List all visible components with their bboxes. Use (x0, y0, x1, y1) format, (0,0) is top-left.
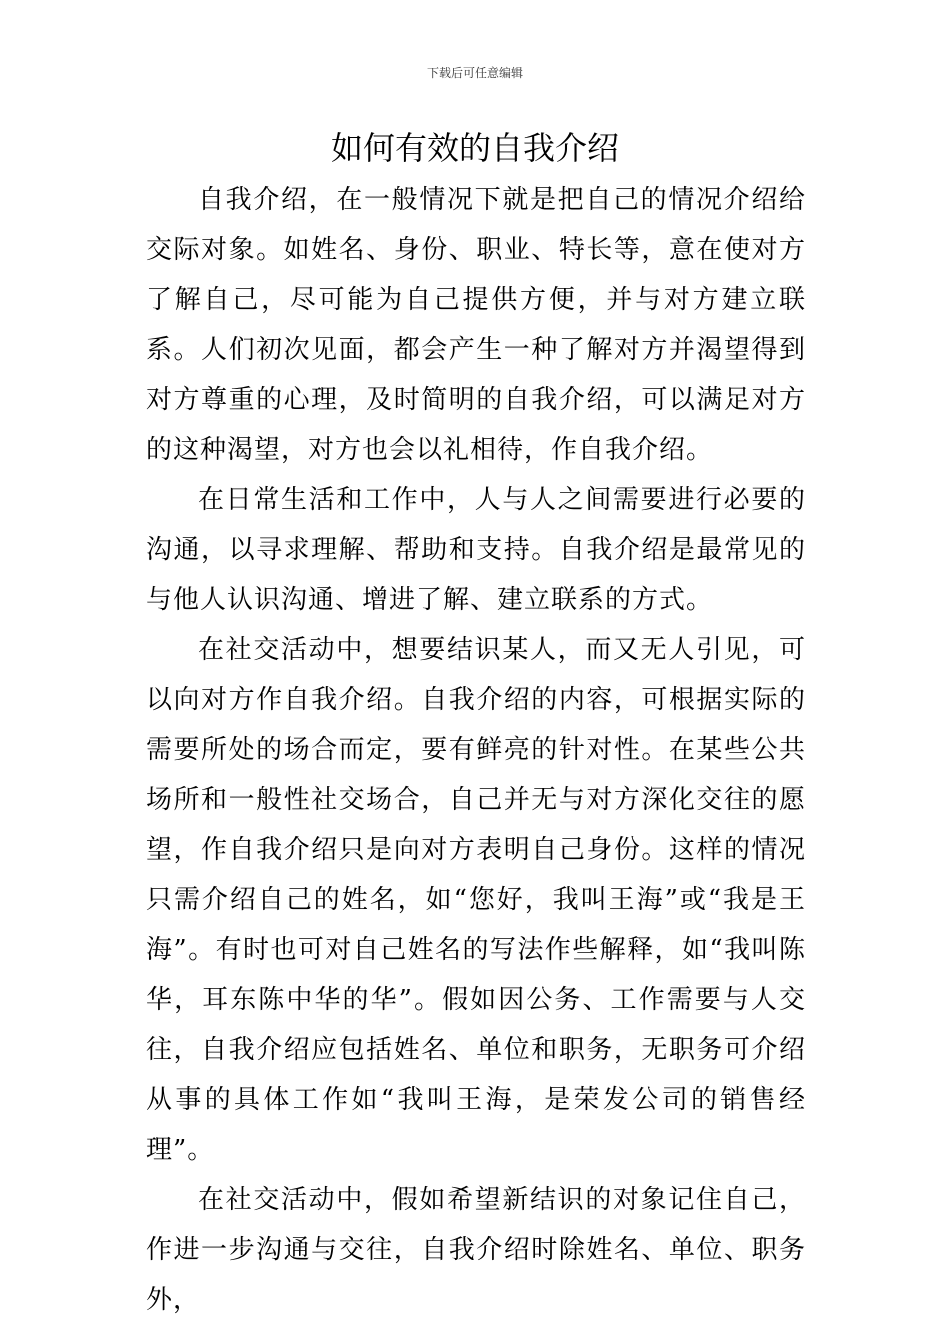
paragraph: 自我介绍，在一般情况下就是把自己的情况介绍给交际对象。如姓名、身份、职业、特长等，意在使对方了解自己，尽可能为自己提供方便，并与对方建立联系。人们初次见面，都会产生一种了解对方并渴望得到对方尊重的心理，及时简明的自我介绍，可以满足对方的这种渴望，对方也会以礼相待，作自我介绍。 (146, 185, 806, 465)
document-title: 如何有效的自我介绍 (330, 129, 619, 167)
paragraph: 在日常生活和工作中，人与人之间需要进行必要的沟通，以寻求理解、帮助和支持。自我介绍是最常见的与他人认识沟通、增进了解、建立联系的方式。 (146, 485, 806, 615)
document-body (146, 175, 806, 1325)
paragraph: 在社交活动中，想要结识某人，而又无人引见，可以向对方作自我介绍。自我介绍的内容，可根据实际的需要所处的场合而定，要有鲜亮的针对性。在某些公共场所和一般性社交场合，自己并无与对方深化交往的愿望，作自我介绍只是向对方表明自己身份。这样的情况只需介绍自己的姓名，如“您好，我叫王海”或“我是王海”。有时也可对自己姓名的写法作些解释，如“我叫陈华，耳东陈中华的华”。假如因公务、工作需要与人交往，自我介绍应包括姓名、单位和职务，无职务可介绍从事的具体工作如“我叫王海，是荣发公司的销售经理”。 (146, 635, 806, 1165)
paragraph: 在社交活动中，假如希望新结识的对象记住自己，作进一步沟通与交往，自我介绍时除姓名、单位、职务外， (146, 1185, 806, 1315)
header-note: 下载后可任意编辑 (426, 66, 523, 80)
